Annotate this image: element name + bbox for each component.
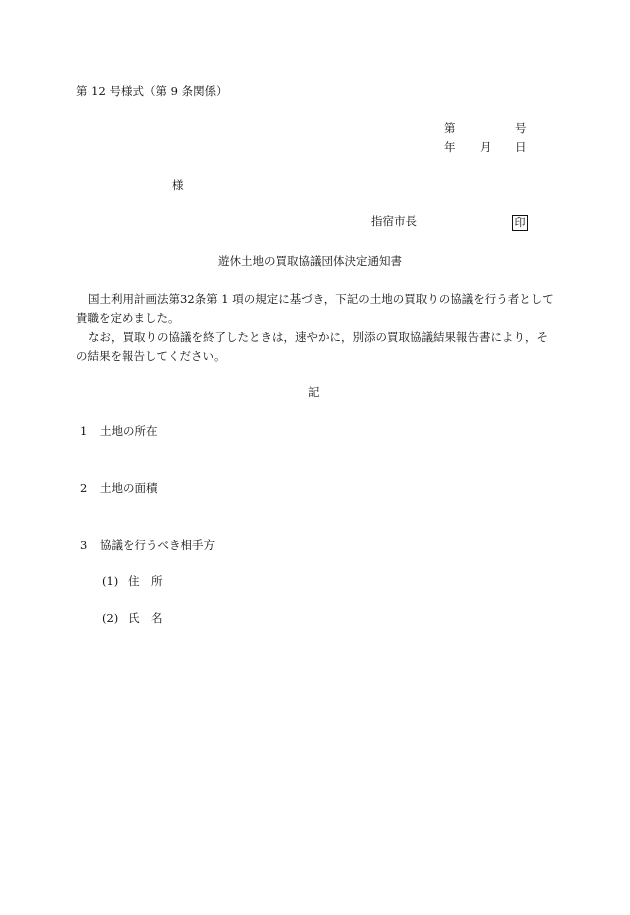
item-number: 2 (80, 481, 88, 495)
body-paragraph-1: 国土利用計画法第32条第 1 項の規定に基づき，下記の土地の買取りの協議を行う者として貴職を定めました。 (76, 292, 554, 325)
body-paragraph-2: なお，買取りの協議を終了したときは，速やかに，別添の買取協議結果報告書により，その結果を報告してください。 (76, 330, 548, 363)
subitem-label: 住 所 (128, 574, 163, 588)
doc-number-suffix: 号 (515, 121, 527, 135)
subitem-label: 氏 名 (128, 611, 163, 625)
date-day: 日 (515, 140, 527, 154)
item-number: 3 (80, 538, 88, 552)
form-number: 第 12 号様式（第 9 条関係） (76, 84, 228, 98)
subitem-number: (2) (102, 611, 119, 625)
item-label: 土地の面積 (100, 481, 158, 495)
item-number: 1 (80, 424, 88, 438)
item-label: 協議を行うべき相手方 (100, 538, 215, 552)
item-label: 土地の所在 (100, 424, 158, 438)
addressee-suffix: 様 (172, 178, 184, 192)
issuer-name: 指宿市長 (371, 214, 417, 228)
date-month: 月 (480, 140, 492, 154)
document-title: 遊休土地の買取協議団体決定通知書 (218, 254, 402, 268)
doc-number-prefix: 第 (444, 121, 456, 135)
date-year: 年 (444, 140, 456, 154)
seal-mark: 印 (512, 215, 528, 231)
subitem-number: (1) (102, 574, 119, 588)
ki-heading: 記 (308, 385, 320, 399)
